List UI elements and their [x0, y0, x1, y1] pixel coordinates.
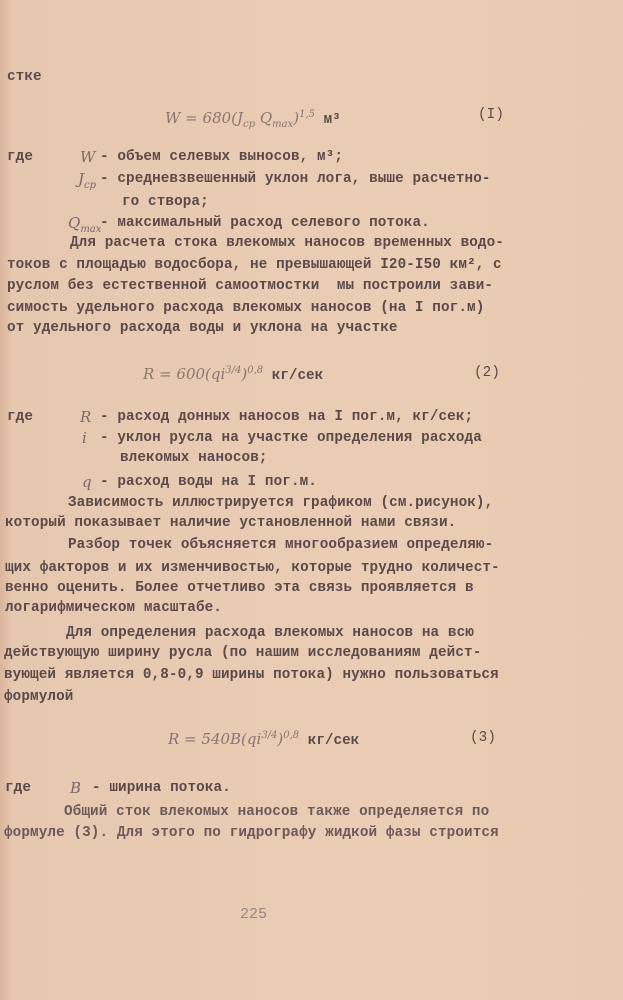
symbol-sub: max	[80, 224, 102, 235]
text-line: от удельного расхода воды и уклона на участке	[7, 320, 398, 336]
formula-unit: кг/сек	[299, 733, 360, 749]
where-label: где	[7, 149, 34, 165]
formula-text: )	[241, 365, 248, 383]
formula-number: (I)	[478, 107, 505, 123]
definition: - расход воды на I пог.м.	[100, 474, 317, 490]
text-line: симость удельного расхода влекомых наносов (на I пог.м)	[7, 300, 485, 316]
text-line: Разбор точек объясняется многообразием определяю-	[68, 537, 494, 553]
symbol-q: q	[82, 473, 92, 491]
text-line: Для расчета стока влекомых наносов временных водо-	[70, 235, 504, 251]
formula-text: W = 680(J	[165, 109, 244, 127]
text-line: формуле (3). Для этого по гидрографу жидкой фазы строится	[4, 825, 499, 841]
symbol-text: J	[78, 170, 85, 188]
formula-number: (2)	[474, 365, 501, 381]
symbol-sub: ср	[84, 180, 97, 191]
formula-1	[165, 106, 341, 134]
formula-sup: 3/4	[261, 730, 278, 741]
formula-text: R = 600(qi	[143, 365, 226, 383]
symbol-j	[78, 170, 96, 195]
formula-sup: 0,8	[247, 365, 264, 376]
formula-sub: max	[272, 119, 294, 130]
definition: - ширина потока.	[92, 780, 231, 796]
formula-number: (3)	[470, 730, 497, 746]
text-line: венно оценить. Более отчетливо эта связь проявляется в	[5, 580, 474, 596]
formula-unit: кг/сек	[263, 368, 324, 384]
formula-3	[168, 727, 359, 750]
text-line: Для определения расхода влекомых наносов на всю	[66, 625, 474, 641]
definition: - объем селевых выносов, м³;	[100, 149, 344, 165]
definition: - расход донных наносов на I пог.м, кг/сек;	[100, 409, 474, 425]
definition: - уклон русла на участке определения расхода	[100, 430, 482, 446]
page-number: 225	[240, 906, 268, 923]
where-label: где	[5, 780, 32, 796]
symbol-i: i	[82, 429, 87, 447]
text-line: вующей является 0,8-0,9 ширины потока) нужно пользоваться	[4, 667, 499, 683]
formula-text: Q	[255, 109, 273, 127]
definition: влекомых наносов;	[120, 450, 268, 466]
formula-2	[143, 362, 323, 385]
formula-text: )	[277, 730, 284, 748]
text-line: щих факторов и их изменчивостью, которые трудно количест-	[5, 560, 500, 576]
formula-sup: 1,5	[299, 109, 315, 120]
formula-text: R = 540B(qi	[168, 730, 262, 748]
definition: го створа;	[122, 194, 209, 210]
symbol-text: Q	[68, 214, 81, 232]
definition: - средневзвешенный уклон лога, выше расчетно-	[100, 171, 491, 187]
symbol-w: W	[80, 148, 96, 166]
symbol-r: R	[80, 408, 92, 426]
formula-sup: 0,8	[283, 730, 300, 741]
text-line: логарифмическом масштабе.	[5, 600, 222, 616]
text-line: руслом без естественной самоотмостки мы построили зави-	[7, 278, 494, 294]
where-label: где	[7, 409, 34, 425]
text-line: формулой	[4, 689, 74, 705]
definition: - максимальный расход селевого потока.	[100, 215, 430, 231]
formula-unit: м³	[314, 112, 341, 128]
text-line: токов с площадью водосбора, не превышающей I20-I50 км², с	[7, 257, 502, 273]
formula-sup: 3/4	[225, 365, 242, 376]
formula-text: )	[293, 109, 300, 127]
symbol-b: B	[70, 779, 82, 797]
text-line: Зависимость иллюстрируется графиком (см.рисунок),	[68, 495, 494, 511]
text-line: который показывает наличие установленной нами связи.	[5, 515, 457, 531]
text-line: стке	[7, 69, 42, 85]
text-line: Общий сток влекомых наносов также определяется по	[64, 804, 490, 820]
formula-sub: ср	[243, 119, 256, 130]
text-line: действующую ширину русла (по нашим исследованиям дейст-	[4, 645, 482, 661]
